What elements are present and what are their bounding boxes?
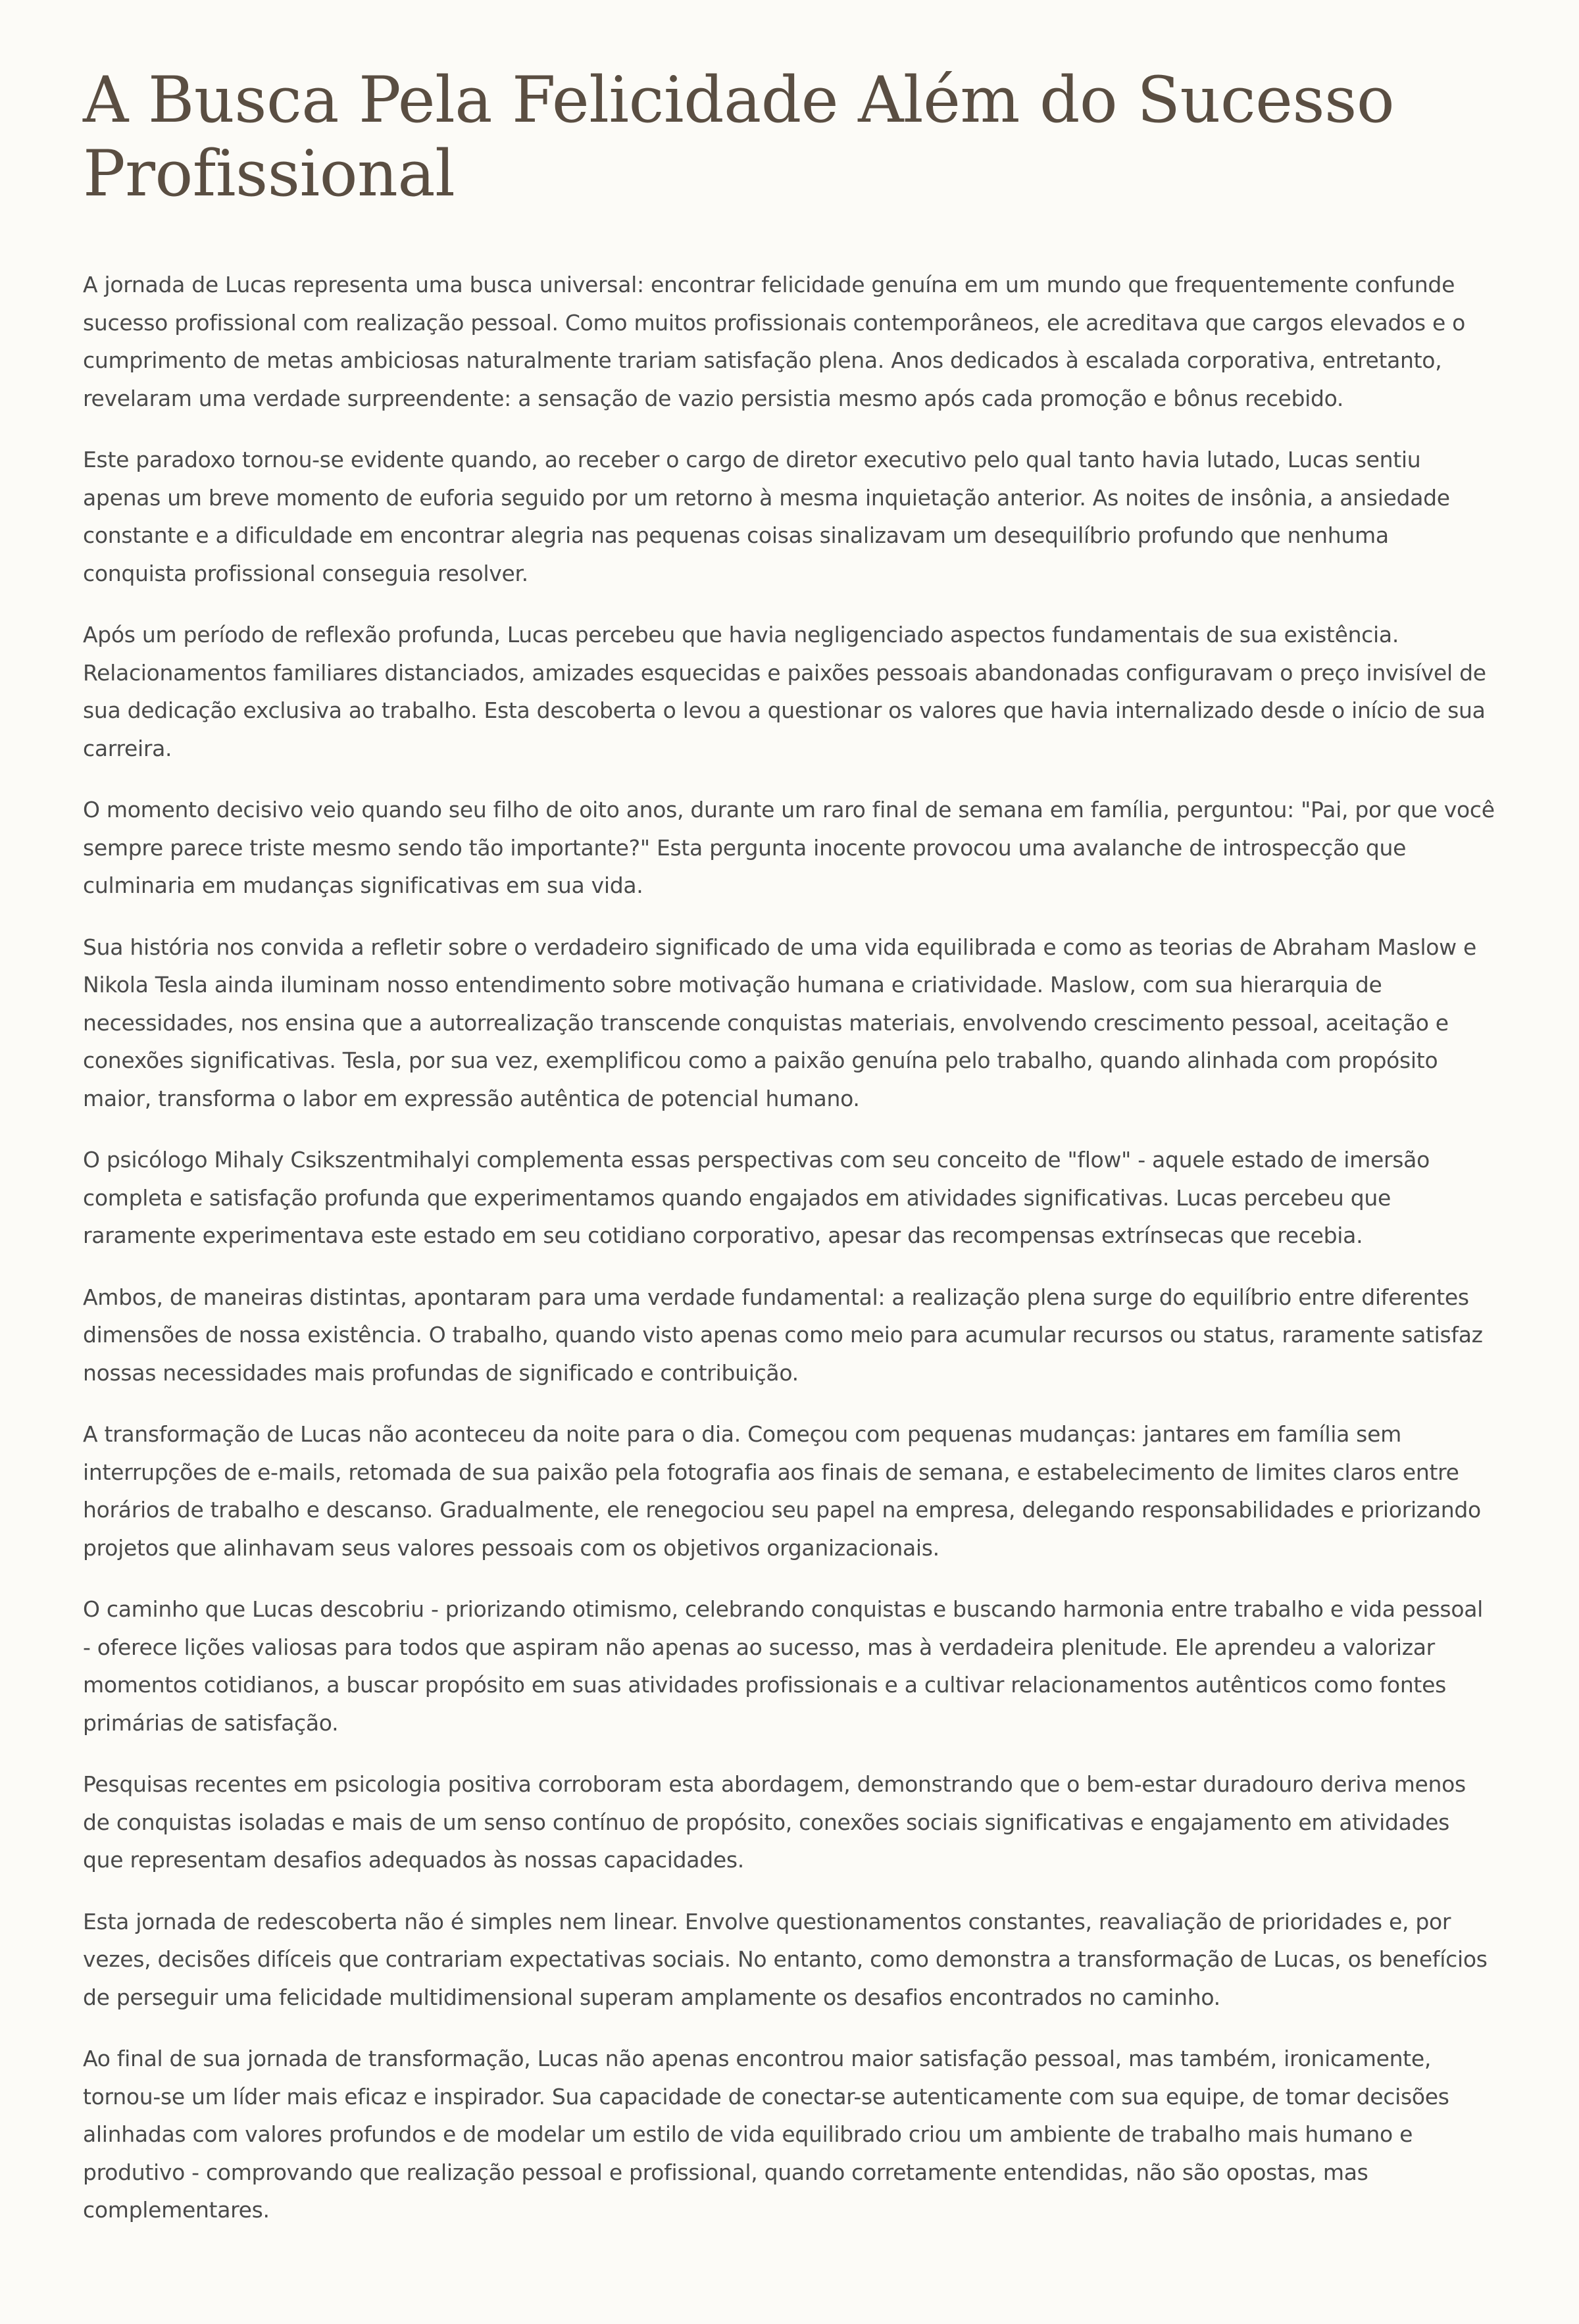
page-title: A Busca Pela Felicidade Além do Sucesso Profissional bbox=[83, 63, 1395, 211]
article-paragraph-7: Ambos, de maneiras distintas, apontaram para uma verdade fundamental: a realização plena surge do equilíbrio entre diferentes dimensões de nossa existência. O trabalho, quando visto apenas como meio para acumular recursos ou status, raramente satisfaz nossas necessidades mais profundas de significado e contribuição. bbox=[83, 1284, 1483, 1386]
article-paragraph-1: A jornada de Lucas representa uma busca universal: encontrar felicidade genuína em um mundo que frequentemente confunde sucesso profissional com realização pessoal. Como muitos profissionais contemporâneos, ele acreditava que cargos elevados e o cumprimento de metas ambiciosas naturalmente trariam satisfação plena. Anos dedicados à escalada corporativa, entretanto, revelaram uma verdade surpreendente: a sensação de vazio persistia mesmo após cada promoção e bônus recebido. bbox=[83, 272, 1466, 411]
article-paragraph-4: O momento decisivo veio quando seu filho de oito anos, durante um raro final de semana em família, perguntou: "Pai, por que você sempre parece triste mesmo sendo tão importante?" Esta pergunta inocente provocou uma avalanche de introspecção que culminaria em mudanças significativas em sua vida. bbox=[83, 797, 1495, 898]
article-paragraph-11: Esta jornada de redescoberta não é simples nem linear. Envolve questionamentos constantes, reavaliação de prioridades e, por vezes, decisões difíceis que contrariam expectativas sociais. No entanto, como demonstra a transformação de Lucas, os benefícios de perseguir uma felicidade multidimensional superam amplamente os desafios encontrados no caminho. bbox=[83, 1908, 1488, 2010]
article-paragraph-6: O psicólogo Mihaly Csikszentmihalyi complementa essas perspectivas com seu conceito de "flow" - aquele estado de imersão completa e satisfação profunda que experimentamos quando engajados em atividades significativas. Lucas percebeu que raramente experimentava este estado em seu cotidiano corporativo, apesar das recompensas extrínsecas que recebia. bbox=[83, 1147, 1430, 1248]
article-paragraph-2: Este paradoxo tornou-se evidente quando, ao receber o cargo de diretor executivo pelo qual tanto havia lutado, Lucas sentiu apenas um breve momento de euforia seguido por um retorno à mesma inquietação anterior. As noites de insônia, a ansiedade constante e a dificuldade em encontrar alegria nas pequenas coisas sinalizavam um desequilíbrio profundo que nenhuma conquista profissional conseguia resolver. bbox=[83, 447, 1450, 586]
article-paragraph-3: Após um período de reflexão profunda, Lucas percebeu que havia negligenciado aspectos fundamentais de sua existência. Relacionamentos familiares distanciados, amizades esquecidas e paixões pessoais abandonadas configuravam o preço invisível de sua dedicação exclusiva ao trabalho. Esta descoberta o levou a questionar os valores que havia internalizado desde o início de sua carreira. bbox=[83, 622, 1486, 761]
article-paragraph-10: Pesquisas recentes em psicologia positiva corroboram esta abordagem, demonstrando que o bem-estar duradouro deriva menos de conquistas isoladas e mais de um senso contínuo de propósito, conexões sociais significativas e engajamento em atividades que representam desafios adequados às nossas capacidades. bbox=[83, 1771, 1466, 1873]
article-paragraph-12: Ao final de sua jornada de transformação, Lucas não apenas encontrou maior satisfação pessoal, mas também, ironicamente, tornou-se um líder mais eficaz e inspirador. Sua capacidade de conectar-se autenticamente com sua equipe, de tomar decisões alinhadas com valores profundos e de modelar um estilo de vida equilibrado criou um ambiente de trabalho mais humano e produtivo - comprovando que realização pessoal e profissional, quando corretamente entendidas, não são opostas, mas complementares. bbox=[83, 2046, 1449, 2223]
article-paragraph-8: A transformação de Lucas não aconteceu da noite para o dia. Começou com pequenas mudanças: jantares em família sem interrupções de e-mails, retomada de sua paixão pela fotografia aos finais de semana, e estabelecimento de limites claros entre horários de trabalho e descanso. Gradualmente, ele renegociou seu papel na empresa, delegando responsabilidades e priorizando projetos que alinhavam seus valores pessoais com os objetivos organizacionais. bbox=[83, 1421, 1481, 1561]
article-paragraph-9: O caminho que Lucas descobriu - priorizando otimismo, celebrando conquistas e buscando harmonia entre trabalho e vida pessoal - oferece lições valiosas para todos que aspiram não apenas ao sucesso, mas à verdadeira plenitude. Ele aprendeu a valorizar momentos cotidianos, a buscar propósito em suas atividades profissionais e a cultivar relacionamentos autênticos como fontes primárias de satisfação. bbox=[83, 1596, 1483, 1736]
article-paragraph-5: Sua história nos convida a refletir sobre o verdadeiro significado de uma vida equilibrada e como as teorias de Abraham Maslow e Nikola Tesla ainda iluminam nosso entendimento sobre motivação humana e criatividade. Maslow, com sua hierarquia de necessidades, nos ensina que a autorrealização transcende conquistas materiais, envolvendo crescimento pessoal, aceitação e conexões significativas. Tesla, por sua vez, exemplificou como a paixão genuína pelo trabalho, quando alinhada com propósito maior, transforma o labor em expressão autêntica de potencial humano. bbox=[83, 934, 1476, 1111]
